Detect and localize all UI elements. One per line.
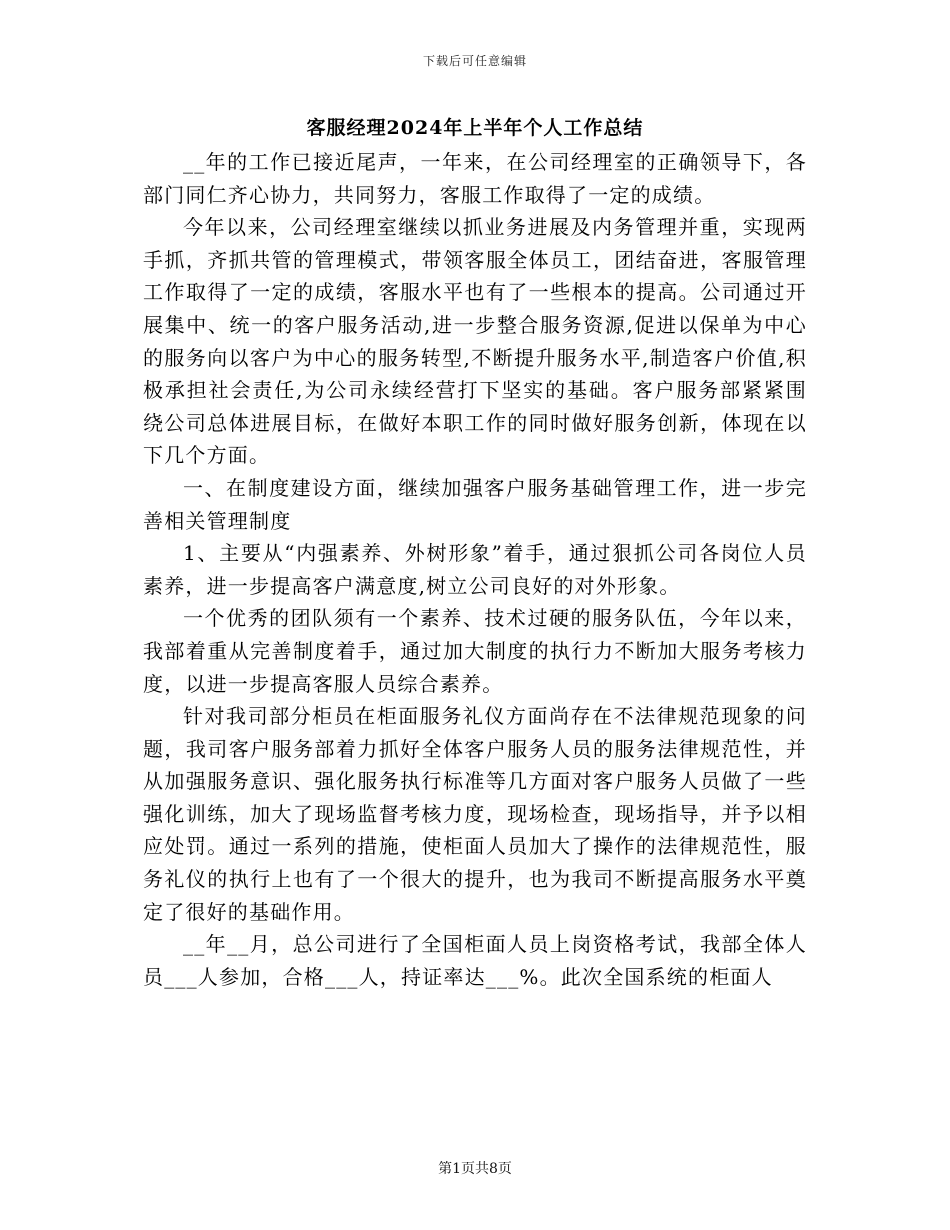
document-body xyxy=(143,146,807,993)
page-footer: 第1页共8页 xyxy=(438,1161,512,1177)
paragraph-etiquette: 针对我司部分柜员在柜面服务礼仪方面尚存在不法律规范现象的问题，我司客户服务部着力抓好全体客户服务人员的服务法律规范性，并从加强服务意识、强化服务执行标准等几方面对客户服务人员做了一些强化训练，加大了现场监督考核力度，现场检查，现场指导，并予以相应处罚。通过一系列的措施，使柜面人员加大了操作的法律规范性，服务礼仪的执行上也有了一个很大的提升，也为我司不断提高服务水平奠定了很好的基础作用。 xyxy=(143,704,807,924)
paragraph-intro: __年的工作已接近尾声，一年来，在公司经理室的正确领导下，各部门同仁齐心协力，共同努力，客服工作取得了一定的成绩。 xyxy=(143,150,807,207)
paragraph-team: 一个优秀的团队须有一个素养、技术过硬的服务队伍，今年以来，我部着重从完善制度着手，通过加大制度的执行力不断加大服务考核力度，以进一步提高客服人员综合素养。 xyxy=(143,606,807,696)
paragraph-exam: __年__月，总公司进行了全国柜面人员上岗资格考试，我部全体人员___人参加，合格___人，持证率达___%。此次全国系统的柜面人 xyxy=(143,932,807,989)
paragraph-overview: 今年以来，公司经理室继续以抓业务进展及内务管理并重，实现两手抓，齐抓共管的管理模式，带领客服全体员工，团结奋进，客服管理工作取得了一定的成绩，客服水平也有了一些根本的提高。公司通过开展集中、统一的客户服务活动,进一步整合服务资源,促进以保单为中心的服务向以客户为中心的服务转型,不断提升服务水平,制造客户价值,积极承担社会责任,为公司永续经营打下坚实的基础。客户服务部紧紧围绕公司总体进展目标，在做好本职工作的同时做好服务创新，体现在以下几个方面。 xyxy=(143,215,807,468)
section-heading-system-building: 一、在制度建设方面，继续加强客户服务基础管理工作，进一步完善相关管理制度 xyxy=(143,475,807,533)
paragraph-item-1: 1、主要从“内强素养、外树形象”着手，通过狠抓公司各岗位人员素养，进一步提高客户满意度,树立公司良好的对外形象。 xyxy=(143,541,807,598)
header-note: 下载后可任意编辑 xyxy=(422,54,527,68)
document-title: 客服经理2024年上半年个人工作总结 xyxy=(306,117,644,139)
